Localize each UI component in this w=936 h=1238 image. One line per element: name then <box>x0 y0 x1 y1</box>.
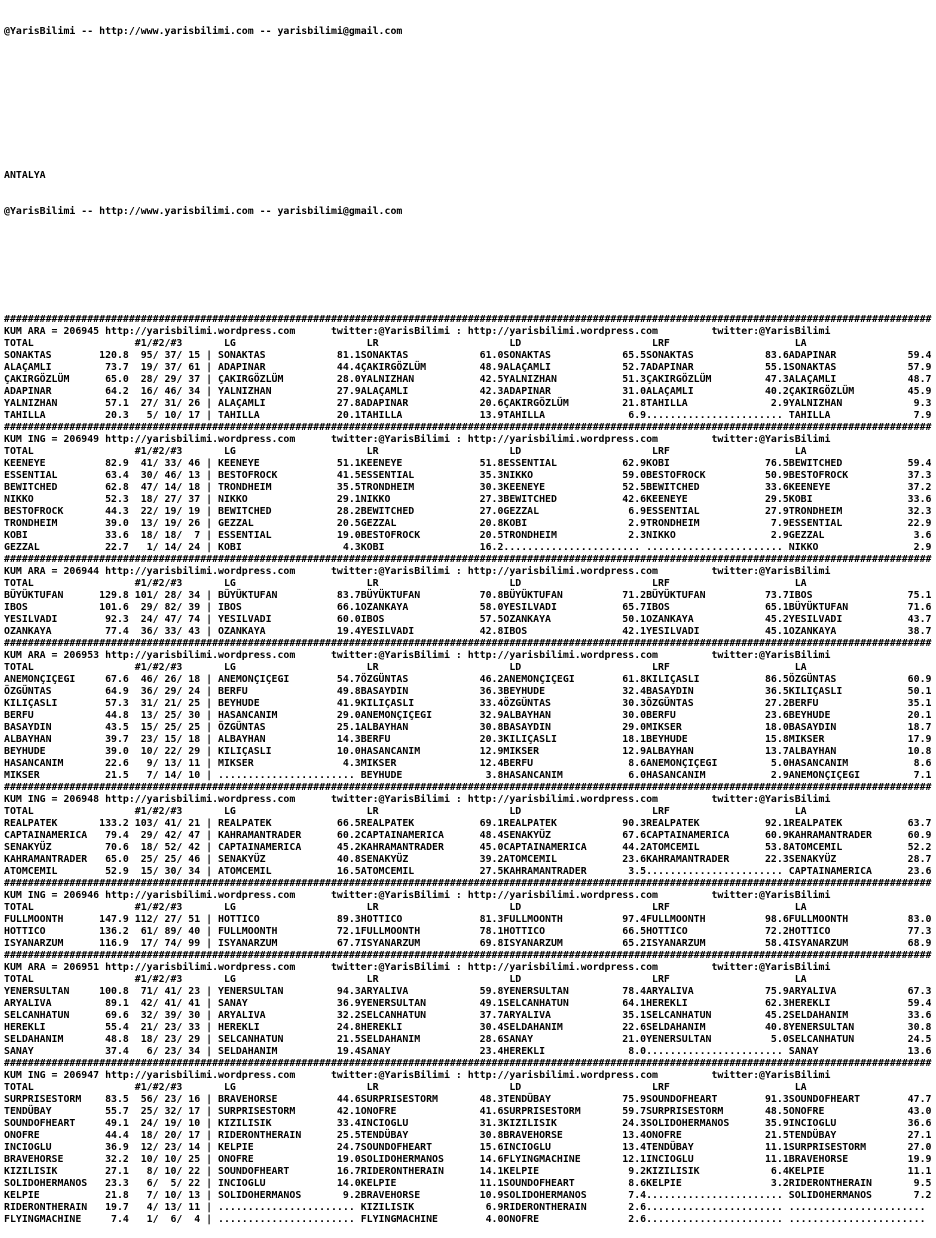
columns-header-line: TOTAL #1/#2/#3 LG LR LD LRF LA <box>4 806 807 817</box>
stat-row: CAPTAINAMERICA 79.4 29/ 42/ 47 | KAHRAMANTRADER 60.2CAPTAINAMERICA 48.4SENAKYÜZ 67.6CAPTAINAMERICA 60.9KAHRAMANTRADER 60.9 <box>4 830 932 841</box>
columns-header-line: TOTAL #1/#2/#3 LG LR LD LRF LA <box>4 446 807 457</box>
stat-row: ATOMCEMIL 52.9 15/ 30/ 34 | ATOMCEMIL 16.5ATOMCEMIL 27.5KAHRAMANTRADER 3.5....................... CAPTAINAMERICA 23.6 <box>4 866 932 877</box>
stat-row: KAHRAMANTRADER 65.0 25/ 25/ 46 | SENAKYÜZ 40.8SENAKYÜZ 39.2ATOMCEMIL 23.6KAHRAMANTRADER 22.3SENAKYÜZ 28.7 <box>4 854 932 865</box>
stat-row: HEREKLI 55.4 21/ 23/ 33 | HEREKLI 24.8HEREKLI 30.4SELDAHANIM 22.6SELDAHANIM 40.8YENERSULTAN 30.8 <box>4 1022 932 1033</box>
stat-row: SOLIDOHERMANOS 23.3 6/ 5/ 22 | INCIOGLU 14.0KELPIE 11.1SOUNDOFHEART 8.6KELPIE 3.2RIDERONTHERAIN 9.5 <box>4 1178 932 1189</box>
stat-row: KELPIE 21.8 7/ 10/ 13 | SOLIDOHERMANOS 9.2BRAVEHORSE 10.9SOLIDOHERMANOS 7.4....................... SOLIDOHERMANOS 7.2 <box>4 1190 932 1201</box>
stat-row: ALBAYHAN 39.7 23/ 15/ 18 | ALBAYHAN 14.3BERFU 20.3KILIÇASLI 18.1BEYHUDE 15.8MIKSER 17.9 <box>4 734 932 745</box>
section-header-line: KUM ARA = 206944 http://yarisbilimi.wordpress.com twitter:@YarisBilimi : http://yarisbilimi.wordpress.com twitter:@YarisBilimi <box>4 566 831 577</box>
blank-line <box>4 278 936 290</box>
columns-header-line: TOTAL #1/#2/#3 LG LR LD LRF LA <box>4 1082 807 1093</box>
stat-row: OZANKAYA 77.4 36/ 33/ 43 | OZANKAYA 19.4YESILVADI 42.8IBOS 42.1YESILVADI 45.1OZANKAYA 38.7 <box>4 626 932 637</box>
columns-header-line: TOTAL #1/#2/#3 LG LR LD LRF LA <box>4 578 807 589</box>
blank-line <box>4 242 936 254</box>
separator-line: ############################################################################################################################################################ <box>4 422 932 433</box>
stat-row: ÇAKIRGÖZLÜM 65.0 28/ 29/ 37 | ÇAKIRGÖZLÜM 28.0YALNIZHAN 42.5YALNIZHAN 51.3ÇAKIRGÖZLÜM 47.3ALAÇAMLI 48.7 <box>4 374 932 385</box>
race-sections <box>4 314 936 1226</box>
stat-row: BASAYDIN 43.5 15/ 25/ 25 | ÖZGÜNTAS 25.1ALBAYHAN 30.8BASAYDIN 29.0MIKSER 18.0BASAYDIN 18.7 <box>4 722 932 733</box>
stat-row: TRONDHEIM 39.0 13/ 19/ 26 | GEZZAL 20.5GEZZAL 20.8KOBI 2.9TRONDHEIM 7.9ESSENTIAL 22.9 <box>4 518 932 529</box>
stat-row: MIKSER 21.5 7/ 14/ 10 | ....................... BEYHUDE 3.8HASANCANIM 6.0HASANCANIM 2.9ANEMONÇIÇEGI 7.1 <box>4 770 932 781</box>
stat-row: BEYHUDE 39.0 10/ 22/ 29 | KILIÇASLI 10.0HASANCANIM 12.9MIKSER 12.9ALBAYHAN 13.7ALBAYHAN 10.8 <box>4 746 932 757</box>
brand-line: @YarisBilimi -- http://www.yarisbilimi.com -- yarisbilimi@gmail.com <box>4 206 403 217</box>
blank-line <box>4 134 936 146</box>
separator-line: ############################################################################################################################################################ <box>4 1058 932 1069</box>
stat-row: IBOS 101.6 29/ 82/ 39 | IBOS 66.1OZANKAYA 58.0YESILVADI 65.7IBOS 65.1BÜYÜKTUFAN 71.6 <box>4 602 932 613</box>
stat-row: REALPATEK 133.2 103/ 41/ 21 | REALPATEK 66.5REALPATEK 69.1REALPATEK 90.3REALPATEK 92.1REALPATEK 63.7 <box>4 818 932 829</box>
section-header-line: KUM ING = 206947 http://yarisbilimi.wordpress.com twitter:@YarisBilimi : http://yarisbilimi.wordpress.com twitter:@YarisBilimi <box>4 1070 831 1081</box>
separator-line: ############################################################################################################################################################ <box>4 950 932 961</box>
stat-row: SENAKYÜZ 70.6 18/ 52/ 42 | CAPTAINAMERICA 45.2KAHRAMANTRADER 45.0CAPTAINAMERICA 44.2ATOMCEMIL 53.8ATOMCEMIL 52.2 <box>4 842 932 853</box>
brand-line: @YarisBilimi -- http://www.yarisbilimi.com -- yarisbilimi@gmail.com <box>4 26 403 37</box>
stat-row: ALAÇAMLI 73.7 19/ 37/ 61 | ADAPINAR 44.4ÇAKIRGÖZLÜM 48.9ALAÇAMLI 52.7ADAPINAR 55.1SONAKTAS 57.9 <box>4 362 932 373</box>
stat-row: HOTTICO 136.2 61/ 89/ 40 | FULLMOONTH 72.1FULLMOONTH 78.1HOTTICO 66.5HOTTICO 72.2HOTTICO 77.3 <box>4 926 932 937</box>
stat-row: BERFU 44.8 13/ 25/ 30 | HASANCANIM 29.0ANEMONÇIÇEGI 32.9ALBAYHAN 30.0BERFU 23.6BEYHUDE 20.1 <box>4 710 932 721</box>
stat-row: BÜYÜKTUFAN 129.8 101/ 28/ 34 | BÜYÜKTUFAN 83.7BÜYÜKTUFAN 70.8BÜYÜKTUFAN 71.2BÜYÜKTUFAN 73.7IBOS 75.1 <box>4 590 932 601</box>
section-header-line: KUM ING = 206948 http://yarisbilimi.wordpress.com twitter:@YarisBilimi : http://yarisbilimi.wordpress.com twitter:@YarisBilimi <box>4 794 831 805</box>
stat-row: INCIOGLU 36.9 12/ 23/ 14 | KELPIE 24.7SOUNDOFHEART 15.6INCIOGLU 13.4TENDÜBAY 11.1SURPRISESTORM 27.0 <box>4 1142 932 1153</box>
columns-header-line: TOTAL #1/#2/#3 LG LR LD LRF LA <box>4 338 807 349</box>
stat-row: YENERSULTAN 100.8 71/ 41/ 23 | YENERSULTAN 94.3ARYALIVA 59.8YENERSULTAN 78.4ARYALIVA 75.9ARYALIVA 67.3 <box>4 986 932 997</box>
stat-row: KEENEYE 82.9 41/ 33/ 46 | KEENEYE 51.1KEENEYE 51.8ESSENTIAL 62.9KOBI 76.5BEWITCHED 59.4 <box>4 458 932 469</box>
blank-line <box>4 62 936 74</box>
section-header-line: KUM ARA = 206945 http://yarisbilimi.wordpress.com twitter:@YarisBilimi : http://yarisbilimi.wordpress.com twitter:@YarisBilimi <box>4 326 831 337</box>
stat-row: SANAY 37.4 6/ 23/ 34 | SELDAHANIM 19.4SANAY 23.4HEREKLI 8.0....................... SANAY 13.6 <box>4 1046 932 1057</box>
separator-line: ############################################################################################################################################################ <box>4 638 932 649</box>
stat-row: ISYANARZUM 116.9 17/ 74/ 99 | ISYANARZUM 67.7ISYANARZUM 69.8ISYANARZUM 65.2ISYANARZUM 58.4ISYANARZUM 68.9 <box>4 938 932 949</box>
stat-row: SURPRISESTORM 83.5 56/ 23/ 16 | BRAVEHORSE 44.6SURPRISESTORM 48.3TENDÜBAY 75.9SOUNDOFHEART 91.3SOUNDOFHEART 47.7 <box>4 1094 932 1105</box>
columns-header-line: TOTAL #1/#2/#3 LG LR LD LRF LA <box>4 974 807 985</box>
stat-row: KIZILISIK 27.1 8/ 10/ 22 | SOUNDOFHEART 16.7RIDERONTHERAIN 14.1KELPIE 9.2KIZILISIK 6.4KELPIE 11.1 <box>4 1166 932 1177</box>
city-line: ANTALYA <box>4 170 46 181</box>
stat-row: ESSENTIAL 63.4 30/ 46/ 13 | BESTOFROCK 41.5ESSENTIAL 35.3NIKKO 59.0BESTOFROCK 50.9BESTOFROCK 37.3 <box>4 470 932 481</box>
stat-row: TENDÜBAY 55.7 25/ 32/ 17 | SURPRISESTORM 42.1ONOFRE 41.6SURPRISESTORM 59.7SURPRISESTORM 48.5ONOFRE 43.0 <box>4 1106 932 1117</box>
stat-row: KOBI 33.6 18/ 18/ 7 | ESSENTIAL 19.0BESTOFROCK 20.5TRONDHEIM 2.3NIKKO 2.9GEZZAL 3.6 <box>4 530 932 541</box>
stat-row: NIKKO 52.3 18/ 27/ 37 | NIKKO 29.1NIKKO 27.3BEWITCHED 42.6KEENEYE 29.5KOBI 33.6 <box>4 494 932 505</box>
stat-row: GEZZAL 22.7 1/ 14/ 24 | KOBI 4.3KOBI 16.2....................... ....................... NIKKO 2.9 <box>4 542 932 553</box>
separator-line: ############################################################################################################################################################ <box>4 878 932 889</box>
section-header-line: KUM ARA = 206953 http://yarisbilimi.wordpress.com twitter:@YarisBilimi : http://yarisbilimi.wordpress.com twitter:@YarisBilimi <box>4 650 831 661</box>
separator-line: ############################################################################################################################################################ <box>4 782 932 793</box>
stat-row: YALNIZHAN 57.1 27/ 31/ 26 | ALAÇAMLI 27.8ADAPINAR 20.6ÇAKIRGÖZLÜM 21.8TAHILLA 2.9YALNIZHAN 9.3 <box>4 398 932 409</box>
stat-row: YESILVADI 92.3 24/ 47/ 74 | YESILVADI 60.0IBOS 57.5OZANKAYA 50.1OZANKAYA 45.2YESILVADI 43.7 <box>4 614 932 625</box>
stat-row: BRAVEHORSE 32.2 10/ 10/ 25 | ONOFRE 19.0SOLIDOHERMANOS 14.6FLYINGMACHINE 12.1INCIOGLU 11.1BRAVEHORSE 19.9 <box>4 1154 932 1165</box>
stat-row: BEWITCHED 62.8 47/ 14/ 18 | TRONDHEIM 35.5TRONDHEIM 30.3KEENEYE 52.5BEWITCHED 33.6KEENEYE 37.2 <box>4 482 932 493</box>
blank-line <box>4 98 936 110</box>
stat-row: KILIÇASLI 57.3 31/ 21/ 25 | BEYHUDE 41.9KILIÇASLI 33.4ÖZGÜNTAS 30.3ÖZGÜNTAS 27.2BERFU 35.1 <box>4 698 932 709</box>
columns-header-line: TOTAL #1/#2/#3 LG LR LD LRF LA <box>4 902 807 913</box>
stat-row: FLYINGMACHINE 7.4 1/ 6/ 4 | ....................... FLYINGMACHINE 4.0ONOFRE 2.6....................... ....................... <box>4 1214 932 1225</box>
stat-row: ÖZGÜNTAS 64.9 36/ 29/ 24 | BERFU 49.8BASAYDIN 36.3BEYHUDE 32.4BASAYDIN 36.5KILIÇASLI 50.1 <box>4 686 932 697</box>
section-header-line: KUM ING = 206949 http://yarisbilimi.wordpress.com twitter:@YarisBilimi : http://yarisbilimi.wordpress.com twitter:@YarisBilimi <box>4 434 831 445</box>
stat-row: TAHILLA 20.3 5/ 10/ 17 | TAHILLA 20.1TAHILLA 13.9TAHILLA 6.9....................... TAHILLA 7.9 <box>4 410 932 421</box>
stat-row: SOUNDOFHEART 49.1 24/ 19/ 10 | KIZILISIK 33.4INCIOGLU 31.3KIZILISIK 24.3SOLIDOHERMANOS 35.9INCIOGLU 36.6 <box>4 1118 932 1129</box>
stat-row: SELDAHANIM 48.8 18/ 23/ 29 | SELCANHATUN 21.5SELDAHANIM 28.6SANAY 21.0YENERSULTAN 5.0SELCANHATUN 24.5 <box>4 1034 932 1045</box>
section-header-line: KUM ING = 206946 http://yarisbilimi.wordpress.com twitter:@YarisBilimi : http://yarisbilimi.wordpress.com twitter:@YarisBilimi <box>4 890 831 901</box>
stat-row: SELCANHATUN 69.6 32/ 39/ 30 | ARYALIVA 32.2SELCANHATUN 37.7ARYALIVA 35.1SELCANHATUN 45.2SELDAHANIM 33.6 <box>4 1010 932 1021</box>
separator-line: ############################################################################################################################################################ <box>4 314 932 325</box>
stat-row: ARYALIVA 89.1 42/ 41/ 41 | SANAY 36.9YENERSULTAN 49.1SELCANHATUN 64.1HEREKLI 62.3HEREKLI 59.4 <box>4 998 932 1009</box>
columns-header-line: TOTAL #1/#2/#3 LG LR LD LRF LA <box>4 662 807 673</box>
section-header-line: KUM ARA = 206951 http://yarisbilimi.wordpress.com twitter:@YarisBilimi : http://yarisbilimi.wordpress.com twitter:@YarisBilimi <box>4 962 831 973</box>
stat-row: ONOFRE 44.4 18/ 20/ 17 | RIDERONTHERAIN 25.5TENDÜBAY 30.8BRAVEHORSE 13.4ONOFRE 21.5TENDÜBAY 27.1 <box>4 1130 932 1141</box>
stat-row: HASANCANIM 22.6 9/ 13/ 11 | MIKSER 4.3MIKSER 12.4BERFU 8.6ANEMONÇIÇEGI 5.0HASANCANIM 8.6 <box>4 758 932 769</box>
stat-row: SONAKTAS 120.8 95/ 37/ 15 | SONAKTAS 81.1SONAKTAS 61.0SONAKTAS 65.5SONAKTAS 83.6ADAPINAR 59.4 <box>4 350 932 361</box>
stat-row: BESTOFROCK 44.3 22/ 19/ 19 | BEWITCHED 28.2BEWITCHED 27.0GEZZAL 6.9ESSENTIAL 27.9TRONDHEIM 32.3 <box>4 506 932 517</box>
separator-line: ############################################################################################################################################################ <box>4 554 932 565</box>
stat-row: ADAPINAR 64.2 16/ 46/ 34 | YALNIZHAN 27.9ALAÇAMLI 42.3ADAPINAR 31.0ALAÇAMLI 40.2ÇAKIRGÖZLÜM 45.9 <box>4 386 932 397</box>
stat-row: ANEMONÇIÇEGI 67.6 46/ 26/ 18 | ANEMONÇIÇEGI 54.7ÖZGÜNTAS 46.2ANEMONÇIÇEGI 61.8KILIÇASLI 86.5ÖZGÜNTAS 60.9 <box>4 674 932 685</box>
stat-row: FULLMOONTH 147.9 112/ 27/ 51 | HOTTICO 89.3HOTTICO 81.3FULLMOONTH 97.4FULLMOONTH 98.6FULLMOONTH 83.0 <box>4 914 932 925</box>
stat-row: RIDERONTHERAIN 19.7 4/ 13/ 11 | ....................... KIZILISIK 6.9RIDERONTHERAIN 2.6....................... ....................... <box>4 1202 932 1213</box>
